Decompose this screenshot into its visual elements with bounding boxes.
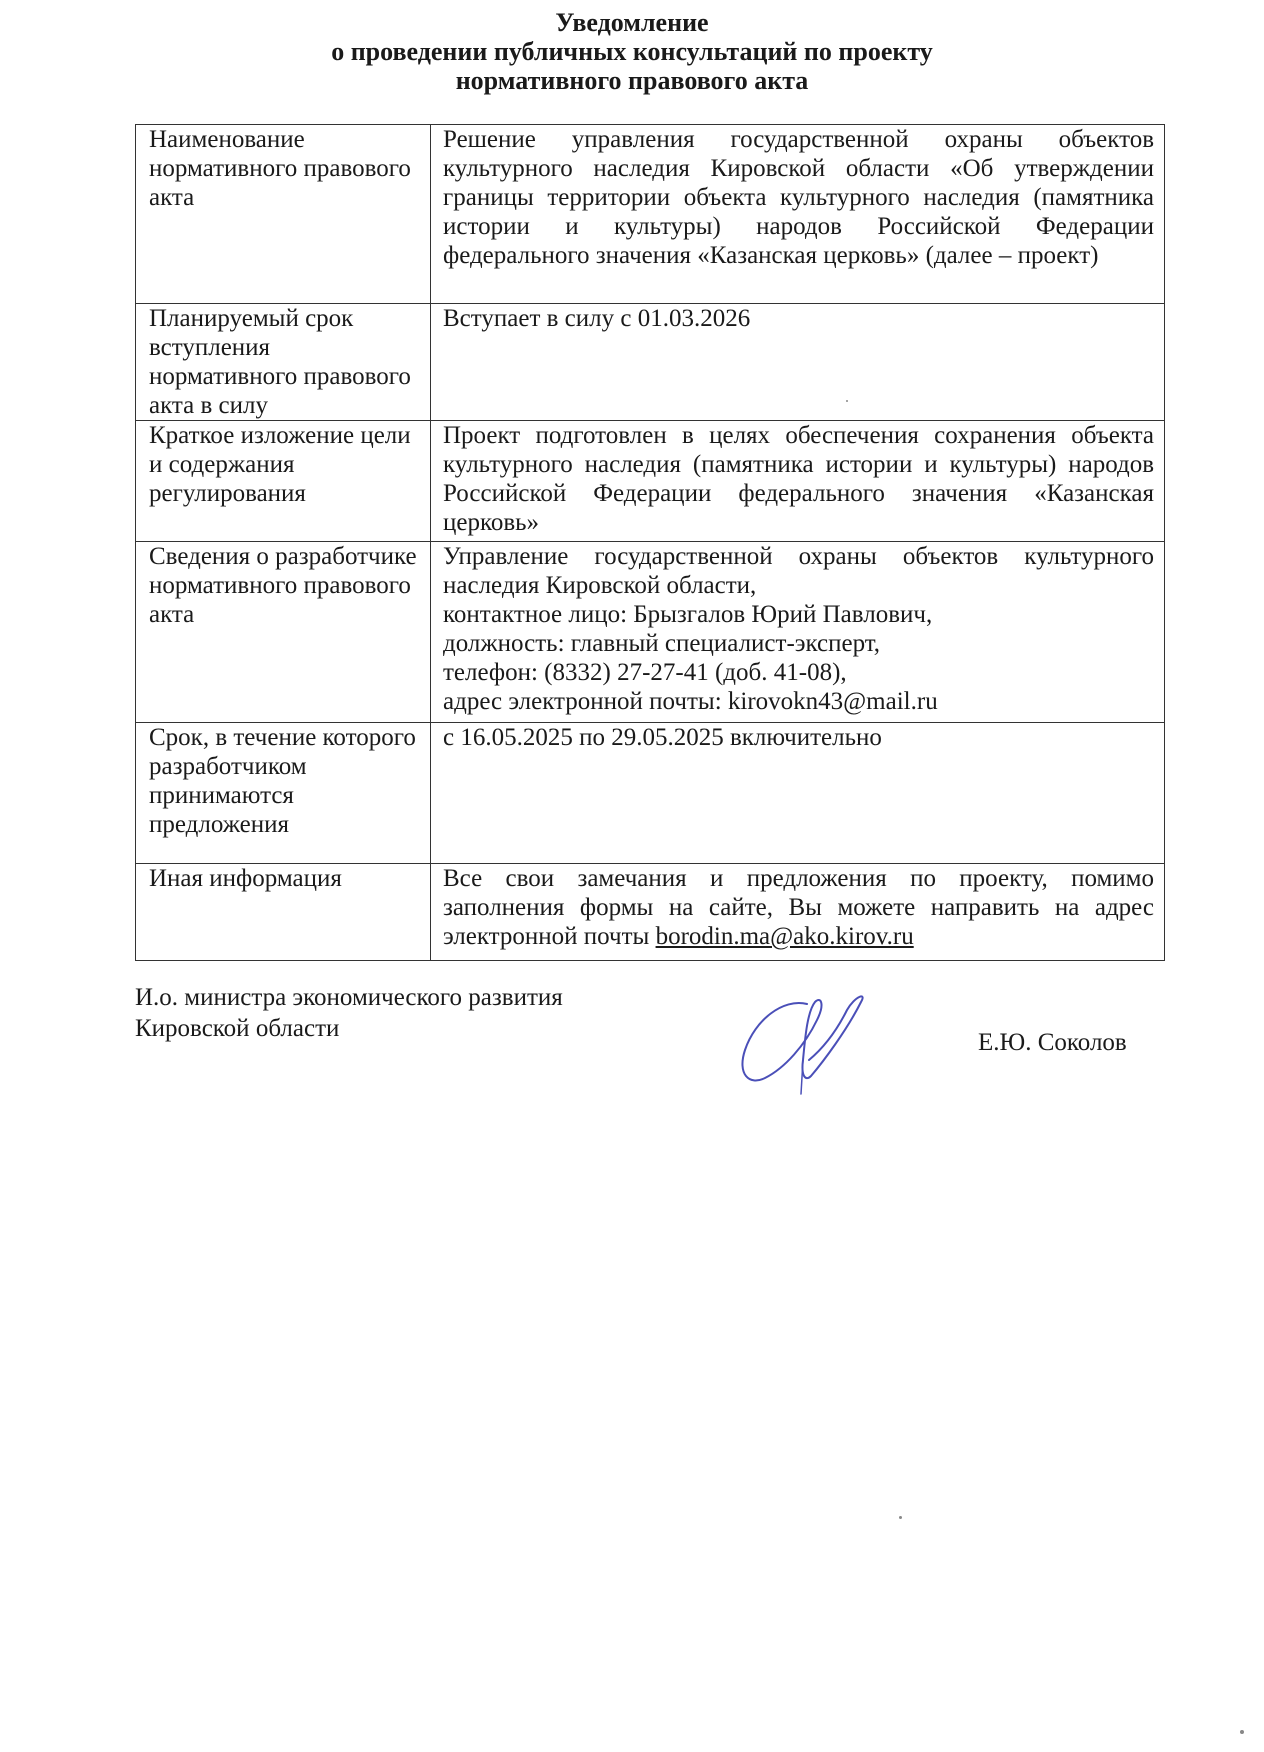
row-value-period: с 16.05.2025 по 29.05.2025 включительно [431,723,1165,864]
table-row [136,304,1165,421]
consultation-info-table [135,124,1165,961]
scan-speck [1240,1730,1244,1734]
signer-name: Е.Ю. Соколов [978,1029,1127,1056]
row-value-effective-date: Вступает в силу с 01.03.2026 [431,304,1165,421]
developer-phone-line: телефон: (8332) 27-27-41 (доб. 41-08), [443,659,847,686]
row-label-effective-date: Планируемый срок вступления нормативного правового акта в силу [136,304,431,421]
row-value-other [431,864,1165,961]
developer-org-line: Управление государственной охраны объектов культурного наследия Кировской области, [443,543,1154,599]
row-value-act-name: Решение управления государственной охраны объектов культурного наследия Кировской области «Об утверждении границы территории объекта культурного наследия (памятника истории и культуры) народов Российской Федерации федерального значения «Казанская церковь» (далее – проект) [431,125,1165,304]
table-row [136,864,1165,961]
table-row [136,421,1165,542]
title-line-1: Уведомление [555,8,709,37]
row-label-other: Иная информация [136,864,431,961]
row-label-summary: Краткое изложение цели и содержания регулирования [136,421,431,542]
scan-speck [899,1516,902,1519]
table-row [136,125,1165,304]
row-value-developer [431,542,1165,723]
developer-contact-line: контактное лицо: Брызгалов Юрий Павлович, [443,601,933,628]
signer-position-line-1: И.о. министра экономического развития [135,984,563,1011]
title-line-2: о проведении публичных консультаций по проекту [331,37,933,66]
signer-position-line-2: Кировской области [135,1015,340,1042]
signer-position [135,982,563,1044]
row-label-developer: Сведения о разработчике нормативного правового акта [136,542,431,723]
handwritten-signature [735,990,875,1100]
developer-position-line: должность: главный специалист-эксперт, [443,630,881,657]
other-info-text: Все свои замечания и предложения по проекту, помимо заполнения формы на сайте, Вы можете направить на адрес электронной почты [443,865,1154,950]
scan-speck [846,400,848,402]
developer-email-line: адрес электронной почты: kirovokn43@mail.ru [443,688,938,715]
table-row [136,542,1165,723]
row-label-act-name: Наименование нормативного правового акта [136,125,431,304]
row-value-summary: Проект подготовлен в целях обеспечения сохранения объекта культурного наследия (памятника истории и культуры) народов Российской Федерации федерального значения «Казанская церковь» [431,421,1165,542]
document-title [0,8,1264,95]
feedback-email-link[interactable]: borodin.ma@ako.kirov.ru [655,923,914,950]
row-label-period: Срок, в течение которого разработчиком принимаются предложения [136,723,431,864]
table-row [136,723,1165,864]
title-line-3: нормативного правового акта [455,66,809,95]
